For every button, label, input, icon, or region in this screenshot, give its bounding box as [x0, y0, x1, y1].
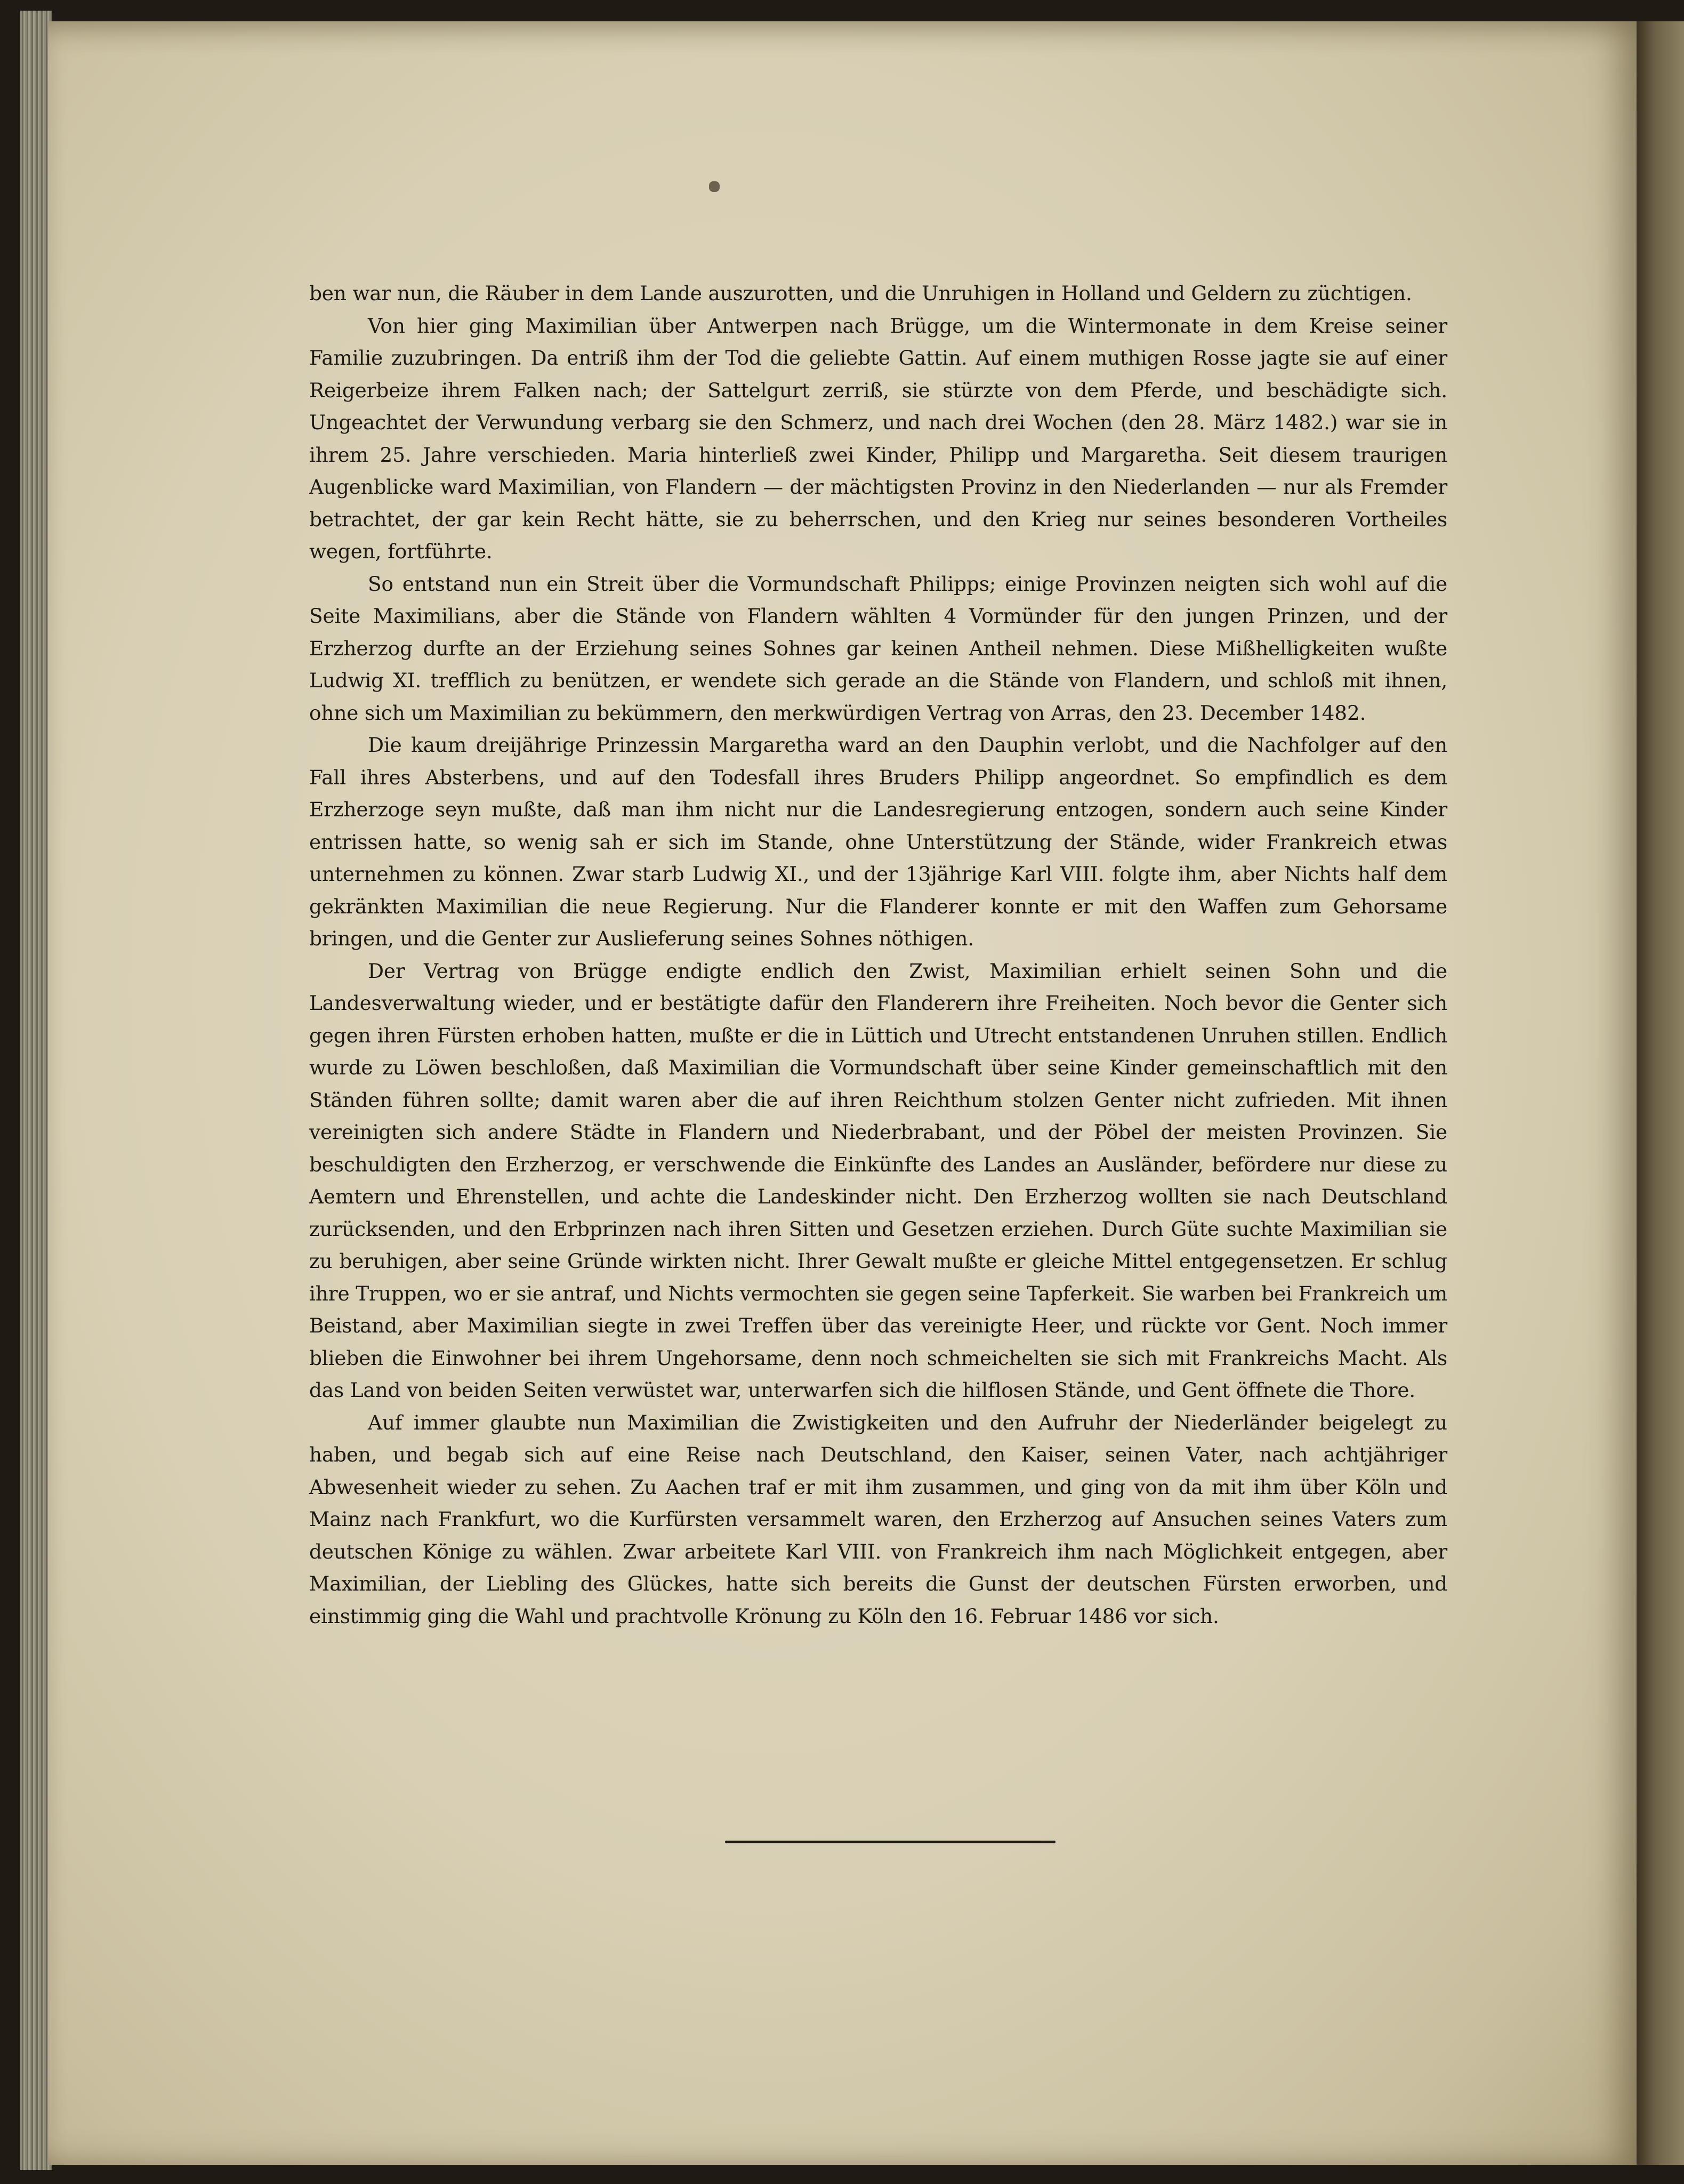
end-rule [725, 1841, 1055, 1843]
paragraph: Von hier ging Maximilian über Antwerpen nach Brügge, um die Wintermonate in dem Kreise seiner Familie zuzubringen. Da entriß ihm der Tod die geliebte Gattin. Auf einem muthigen Rosse jagte sie auf einer Reigerbeize ihrem Falken nach; der Sattelgurt zerriß, sie stürzte von dem Pferde, und beschädigte sich. Ungeachtet der Verwundung verbarg sie den Schmerz, und nach drei Wochen (den 28. März 1482.) war sie in ihrem 25. Jahre verschieden. Maria hinterließ zwei Kinder, Philipp und Margaretha. Seit diesem traurigen Augenblicke ward Maximilian, von Flandern — der mächtigsten Provinz in den Niederlanden — nur als Fremder betrachtet, der gar kein Recht hätte, sie zu beherrschen, und den Krieg nur seines besonderen Vortheiles wegen, fortführte. [309, 314, 1447, 563]
paragraph: So entstand nun ein Streit über die Vormundschaft Philipps; einige Provinzen neigten sich wohl auf die Seite Maximilians, aber die Stände von Flandern wählten 4 Vormünder für den jungen Prinzen, und der Erzherzog durfte an der Erziehung seines Sohnes gar keinen Antheil nehmen. Diese Mißhelligkeiten wußte Ludwig XI. trefflich zu benützen, er wendete sich gerade an die Stände von Flandern, und schloß mit ihnen, ohne sich um Maximilian zu bekümmern, den merkwürdigen Vertrag von Arras, den 23. December 1482. [309, 572, 1447, 725]
body-text [309, 277, 1447, 1632]
book-edge [20, 11, 52, 2170]
paragraph: Die kaum dreijährige Prinzessin Margaretha ward an den Dauphin verlobt, und die Nachfolger auf den Fall ihres Absterbens, und auf den Todesfall ihres Bruders Philipp angeordnet. So empfindlich es dem Erzherzoge seyn mußte, daß man ihm nicht nur die Landesregierung entzogen, sondern auch seine Kinder entrissen hatte, so wenig sah er sich im Stande, ohne Unterstützung der Stände, wider Frankreich etwas unternehmen zu können. Zwar starb Ludwig XI., und der 13jährige Karl VIII. folgte ihm, aber Nichts half dem gekränkten Maximilian die neue Regierung. Nur die Flanderer konnte er mit den Waffen zum Gehorsame bringen, und die Genter zur Auslieferung seines Sohnes nöthigen. [309, 733, 1447, 950]
paragraph: Auf immer glaubte nun Maximilian die Zwistigkeiten und den Aufruhr der Niederländer beigelegt zu haben, und begab sich auf eine Reise nach Deutschland, den Kaiser, seinen Vater, nach achtjähriger Abwesenheit wieder zu sehen. Zu Aachen traf er mit ihm zusammen, und ging von da mit ihm über Köln und Mainz nach Frankfurt, wo die Kurfürsten versammelt waren, den Erzherzog auf Ansuchen seines Vaters zum deutschen Könige zu wählen. Zwar arbeitete Karl VIII. von Frankreich ihm nach Möglichkeit entgegen, aber Maximilian, der Liebling des Glückes, hatte sich bereits die Gunst der deutschen Fürsten erworben, und einstimmig ging die Wahl und prachtvolle Krönung zu Köln den 16. Februar 1486 vor sich. [309, 1410, 1447, 1628]
paragraph: ben war nun, die Räuber in dem Lande auszurotten, und die Unruhigen in Holland und Geldern zu züchtigen. [309, 282, 1412, 305]
ink-blot [709, 181, 720, 192]
binding-gutter [1637, 21, 1684, 2165]
paragraph: Der Vertrag von Brügge endigte endlich den Zwist, Maximilian erhielt seinen Sohn und die Landesverwaltung wieder, und er bestätigte dafür den Flanderern ihre Freiheiten. Noch bevor die Genter sich gegen ihren Fürsten erhoben hatten, mußte er die in Lüttich und Utrecht entstandenen Unruhen stillen. Endlich wurde zu Löwen beschloßen, daß Maximilian die Vormundschaft über seine Kinder gemeinschaftlich mit den Ständen führen sollte; damit waren aber die auf ihren Reichthum stolzen Genter nicht zufrieden. Mit ihnen vereinigten sich andere Städte in Flandern und Niederbrabant, und der Pöbel der meisten Provinzen. Sie beschuldigten den Erzherzog, er verschwende die Einkünfte des Landes an Ausländer, befördere nur diese zu Aemtern und Ehrenstellen, und achte die Landeskinder nicht. Den Erzherzog wollten sie nach Deutschland zurücksenden, und den Erbprinzen nach ihren Sitten und Gesetzen erziehen. Durch Güte suchte Maximilian sie zu beruhigen, aber seine Gründe wirkten nicht. Ihrer Gewalt mußte er gleiche Mittel entgegensetzen. Er schlug ihre Truppen, wo er sie antraf, und Nichts vermochten sie gegen seine Tapferkeit. Sie warben bei Frankreich um Beistand, aber Maximilian siegte in zwei Treffen über das vereinigte Heer, und rückte vor Gent. Noch immer blieben die Einwohner bei ihrem Ungehorsame, denn noch schmeichelten sie sich mit Frankreichs Macht. Als das Land von beiden Seiten verwüstet war, unterwarfen sich die hilflosen Stände, und Gent öffnete die Thore. [309, 959, 1447, 1402]
